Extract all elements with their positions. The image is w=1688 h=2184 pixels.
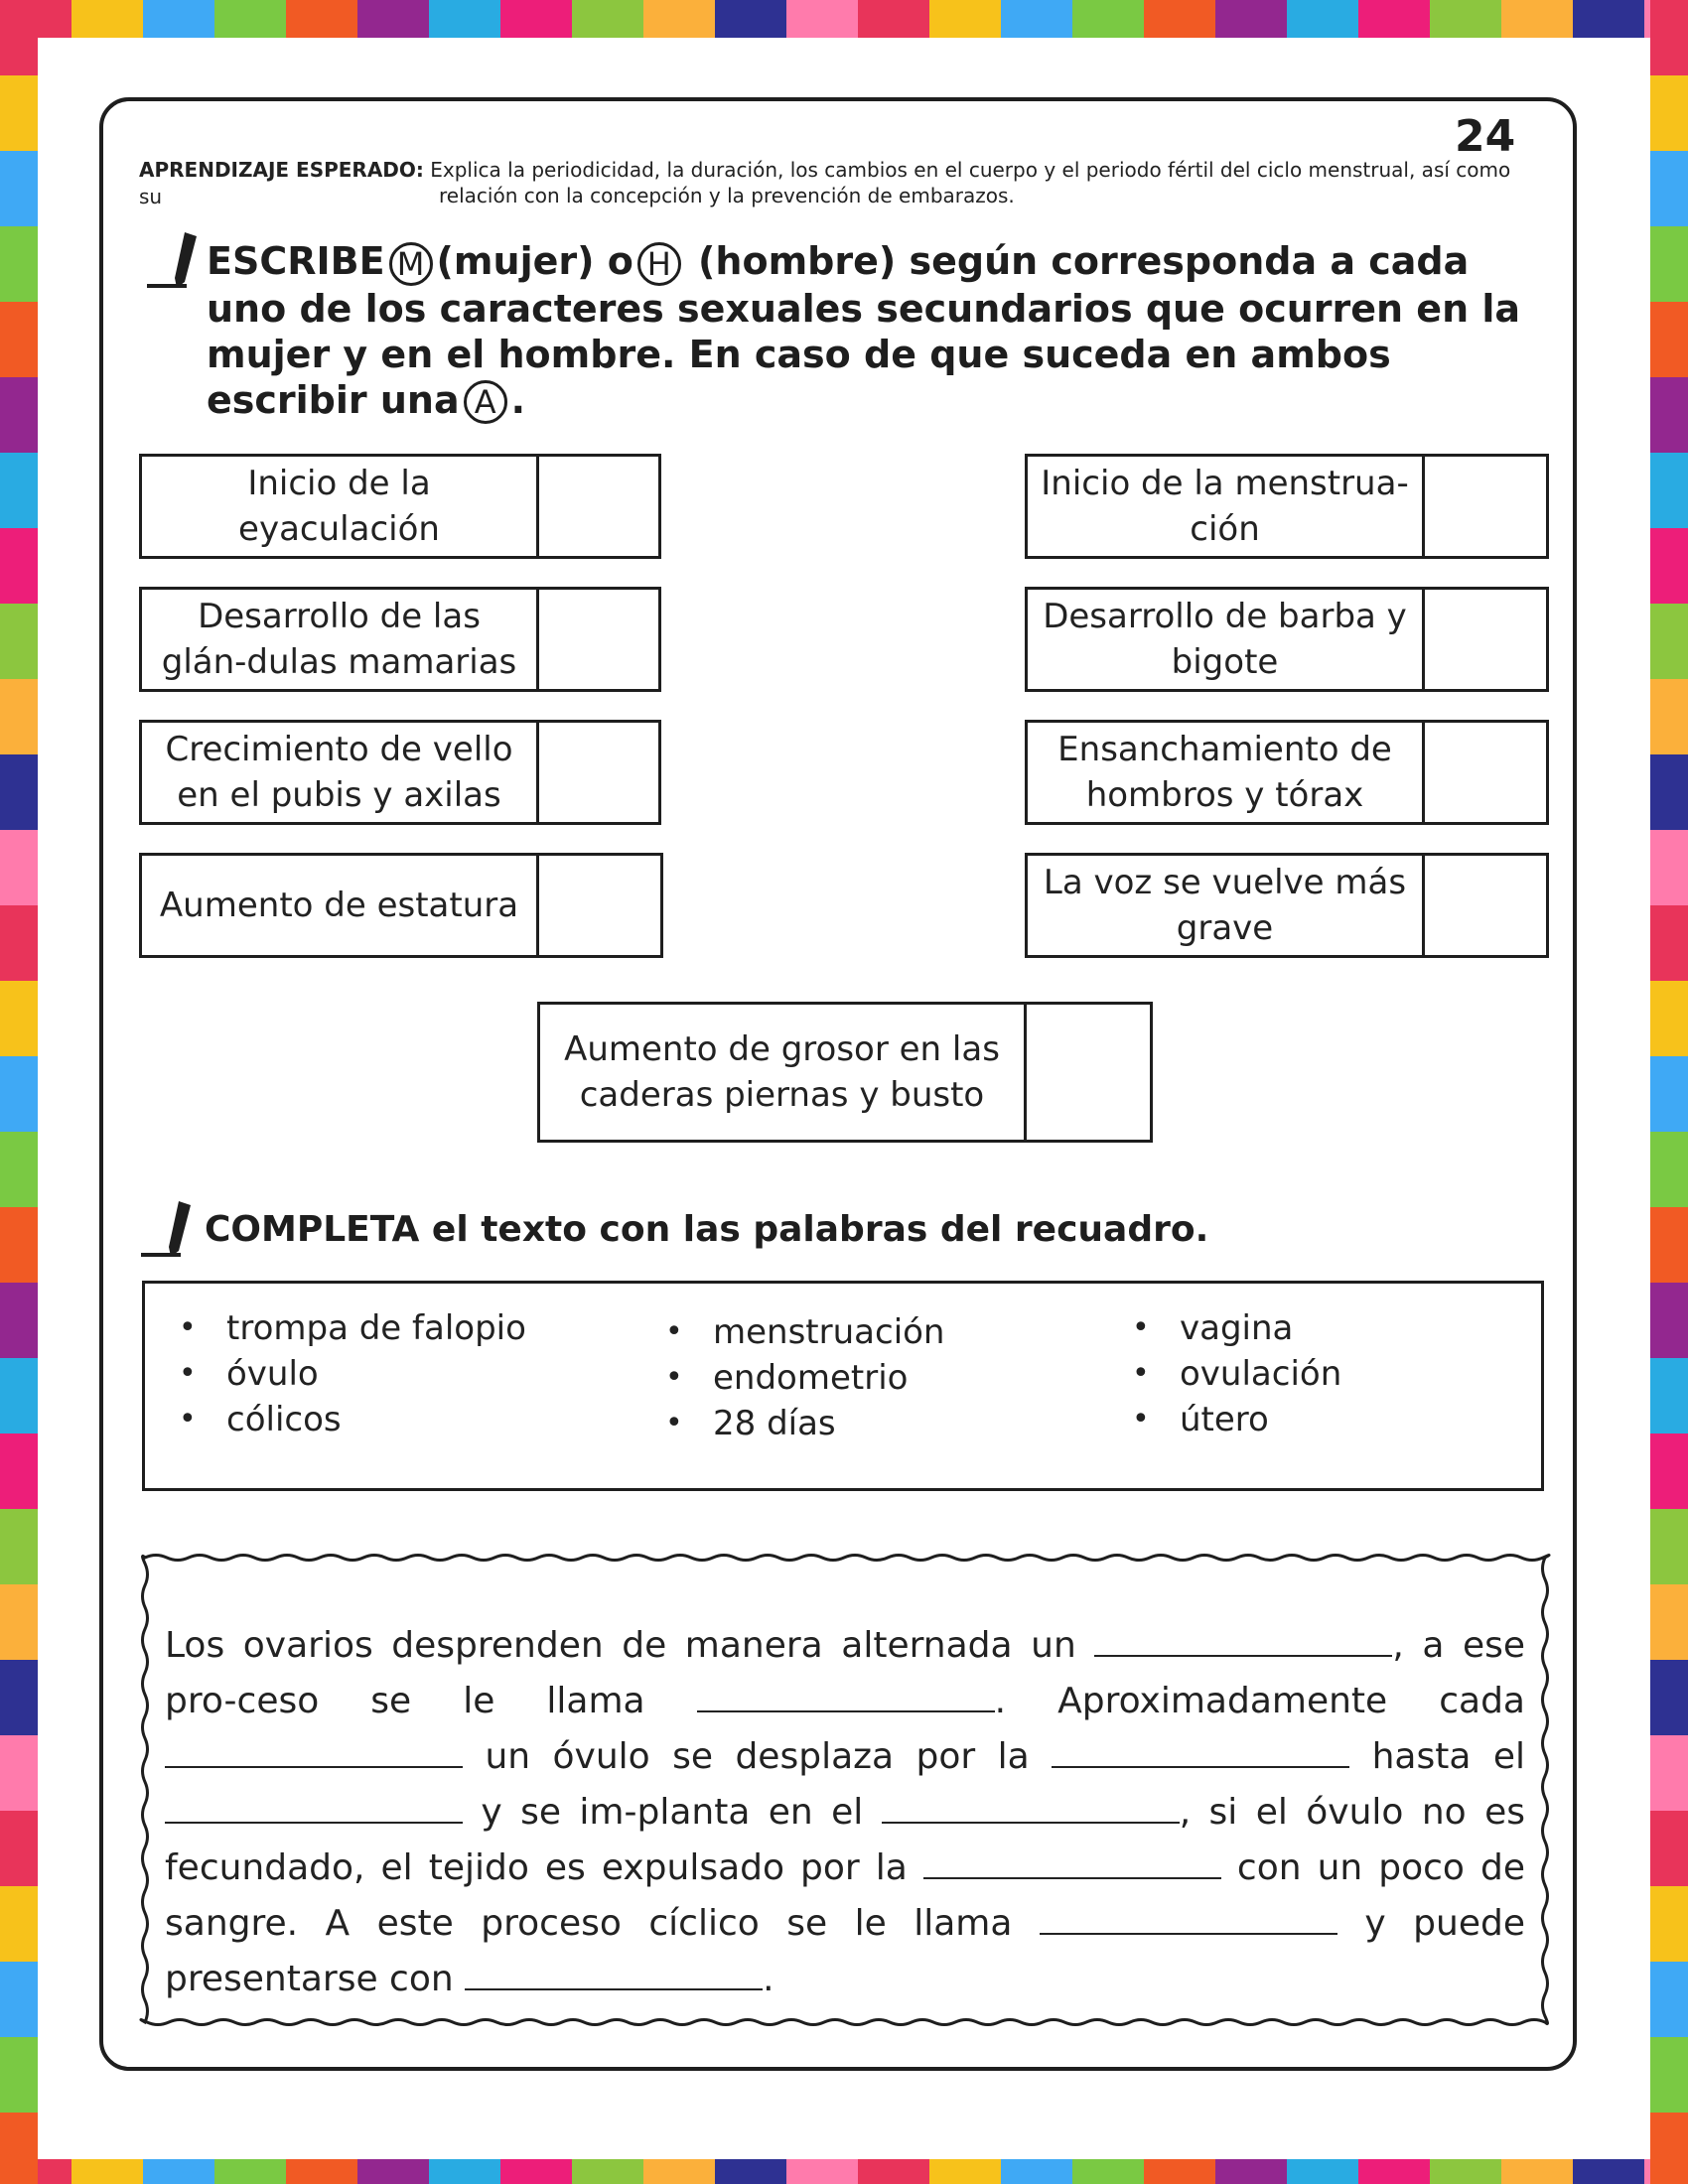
pencil-stripe-segment bbox=[1573, 0, 1644, 38]
pencil-stripe-segment bbox=[0, 1584, 38, 1660]
pencil-stripe-segment bbox=[0, 981, 38, 1056]
pencil-stripe-segment bbox=[1650, 528, 1688, 604]
answer-box[interactable] bbox=[1027, 1005, 1150, 1140]
pencil-stripe-segment bbox=[214, 0, 286, 38]
word-column bbox=[713, 1309, 944, 1446]
pencil-stripe-segment bbox=[858, 2159, 929, 2184]
pencil-stripe-segment bbox=[500, 2159, 572, 2184]
objective-label: APRENDIZAJE ESPERADO: bbox=[139, 158, 424, 182]
item-box bbox=[1025, 720, 1549, 825]
pencil-stripe-segment bbox=[1001, 0, 1072, 38]
passage-text: . Aproximadamente cada bbox=[994, 1681, 1525, 1721]
objective-text: Explica la periodicidad, la duración, los cambios en el cuerpo y el periodo fértil del ciclo menstrual, así como su bbox=[139, 158, 1511, 208]
pencil-stripe-segment bbox=[1287, 2159, 1358, 2184]
item-box bbox=[139, 454, 661, 559]
pencil-stripe-segment bbox=[1650, 0, 1688, 75]
pencil-stripe-segment bbox=[1287, 0, 1358, 38]
answer-box[interactable] bbox=[539, 457, 658, 556]
objective-text-line2: relación con la concepción y la prevención de embarazos. bbox=[439, 184, 1015, 207]
item-label: Aumento de estatura bbox=[142, 856, 539, 955]
pencil-stripe-segment bbox=[0, 905, 38, 981]
item-label: Crecimiento de vello en el pubis y axilas bbox=[142, 723, 539, 822]
pencil-stripe-segment bbox=[1650, 1735, 1688, 1811]
blank-line[interactable] bbox=[1040, 1903, 1337, 1935]
item-label: La voz se vuelve más grave bbox=[1028, 856, 1425, 955]
word-item: • endometrio bbox=[713, 1355, 944, 1401]
pencil-stripe-segment bbox=[429, 0, 500, 38]
passage-text: y puede presentarse con bbox=[165, 1903, 1525, 1999]
answer-box[interactable] bbox=[1425, 856, 1546, 955]
pencil-stripe-segment bbox=[858, 0, 929, 38]
answer-box[interactable] bbox=[1425, 723, 1546, 822]
word-item: • vagina bbox=[1180, 1305, 1341, 1351]
pencil-stripe-segment bbox=[1430, 0, 1501, 38]
pencil-stripe-segment bbox=[572, 2159, 643, 2184]
pencil-stripe-segment bbox=[0, 1811, 38, 1886]
pencil-stripe-segment bbox=[0, 226, 38, 302]
pencil-stripe-segment bbox=[1650, 981, 1688, 1056]
word-item: • cólicos bbox=[226, 1397, 526, 1442]
pencil-stripe-segment bbox=[1358, 0, 1430, 38]
pencil-stripe-segment bbox=[0, 1886, 38, 1962]
pencil-stripe-segment bbox=[500, 0, 572, 38]
passage-text: un óvulo se desplaza por la bbox=[485, 1736, 1030, 1777]
passage-text: con un poco de sangre. A este proceso cíclico se le llama bbox=[165, 1847, 1525, 1944]
blank-line[interactable] bbox=[165, 1792, 463, 1824]
circle-h: H bbox=[637, 242, 681, 286]
word-bank bbox=[142, 1281, 1544, 1491]
instruction-write bbox=[207, 238, 1527, 424]
pencil-stripe-segment bbox=[929, 0, 1001, 38]
pencil-stripe-segment bbox=[1001, 2159, 1072, 2184]
pencil-stripe-segment bbox=[0, 679, 38, 754]
right-pencil-border bbox=[1650, 0, 1688, 2184]
circle-a: A bbox=[464, 380, 507, 424]
item-box bbox=[1025, 587, 1549, 692]
pencil-stripe-segment bbox=[1650, 226, 1688, 302]
word-column bbox=[1180, 1305, 1341, 1442]
passage-text: Los ovarios desprenden de manera alternada un bbox=[165, 1625, 1076, 1666]
pencil-stripe-segment bbox=[71, 0, 143, 38]
pencil-stripe-segment bbox=[143, 0, 214, 38]
instruction-part: el texto con las palabras del recuadro. bbox=[419, 1209, 1209, 1250]
pencil-stripe-segment bbox=[0, 0, 38, 75]
blank-line[interactable] bbox=[882, 1792, 1180, 1824]
instruction-part: (hombre) según corresponda a cada uno de los caracteres sexuales secundarios que ocurren en la mujer y en el hombre. En caso de que suceda en ambos escribir una bbox=[207, 239, 1521, 422]
pencil-stripe-segment bbox=[929, 2159, 1001, 2184]
pencil-stripe-segment bbox=[643, 0, 715, 38]
instruction-part: (mujer) o bbox=[436, 239, 633, 283]
pencil-stripe-segment bbox=[143, 2159, 214, 2184]
circle-m: M bbox=[389, 242, 433, 286]
pencil-stripe-segment bbox=[1650, 1962, 1688, 2037]
pencil-stripe-segment bbox=[0, 1433, 38, 1509]
blank-line[interactable] bbox=[697, 1681, 995, 1712]
pencil-stripe-segment bbox=[1650, 1811, 1688, 1886]
pencil-stripe-segment bbox=[0, 1207, 38, 1283]
pencil-stripe-segment bbox=[715, 2159, 786, 2184]
pencil-stripe-segment bbox=[1650, 1207, 1688, 1283]
pencil-stripe-segment bbox=[1215, 0, 1287, 38]
pencil-stripe-segment bbox=[0, 2037, 38, 2113]
pencil-stripe-segment bbox=[429, 2159, 500, 2184]
pencil-stripe-segment bbox=[357, 2159, 429, 2184]
pencil-stripe-segment bbox=[1650, 604, 1688, 679]
pencil-stripe-segment bbox=[1650, 1584, 1688, 1660]
pencil-stripe-segment bbox=[0, 604, 38, 679]
pencil-stripe-segment bbox=[1650, 75, 1688, 151]
pencil-stripe-segment bbox=[0, 754, 38, 830]
item-label: Desarrollo de las glán-dulas mamarias bbox=[142, 590, 539, 689]
pencil-stripe-segment bbox=[786, 2159, 858, 2184]
answer-box[interactable] bbox=[1425, 457, 1546, 556]
pencil-stripe-segment bbox=[0, 151, 38, 226]
blank-line[interactable] bbox=[465, 1959, 763, 1990]
pencil-stripe-segment bbox=[1650, 2113, 1688, 2184]
passage-text: , si el óvulo no es fecundado, el tejido es expulsado por la bbox=[165, 1792, 1525, 1888]
pencil-stripe-segment bbox=[643, 2159, 715, 2184]
pencil-stripe-segment bbox=[1650, 1132, 1688, 1207]
pencil-stripe-segment bbox=[786, 0, 858, 38]
word-item: • útero bbox=[1180, 1397, 1341, 1442]
item-label: Inicio de la eyaculación bbox=[142, 457, 539, 556]
passage-text: , a ese pro-ceso se le llama bbox=[165, 1625, 1525, 1721]
pencil-stripe-segment bbox=[1650, 1433, 1688, 1509]
word-item: • ovulación bbox=[1180, 1351, 1341, 1397]
pencil-stripe-segment bbox=[1650, 2037, 1688, 2113]
pencil-stripe-segment bbox=[1650, 905, 1688, 981]
pencil-stripe-segment bbox=[71, 2159, 143, 2184]
left-pencil-border bbox=[0, 0, 38, 2184]
page-number: 24 bbox=[1455, 111, 1516, 162]
pencil-stripe-segment bbox=[1650, 453, 1688, 528]
fill-in-passage bbox=[165, 1618, 1525, 2007]
pencil-stripe-segment bbox=[0, 528, 38, 604]
blank-line[interactable] bbox=[165, 1736, 463, 1768]
passage-text: . bbox=[763, 1959, 774, 1999]
pencil-stripe-segment bbox=[286, 0, 357, 38]
pencil-stripe-segment bbox=[1650, 1660, 1688, 1735]
pencil-stripe-segment bbox=[0, 1056, 38, 1132]
word-item: • menstruación bbox=[713, 1309, 944, 1355]
pencil-stripe-segment bbox=[0, 377, 38, 453]
pencil-stripe-segment bbox=[1650, 830, 1688, 905]
pencil-stripe-segment bbox=[0, 1283, 38, 1358]
word-column bbox=[226, 1305, 526, 1442]
pencil-stripe-segment bbox=[1650, 1056, 1688, 1132]
pencil-stripe-segment bbox=[1650, 1283, 1688, 1358]
top-pencil-border bbox=[0, 0, 1688, 38]
pencil-stripe-segment bbox=[1501, 0, 1573, 38]
pencil-stripe-segment bbox=[1650, 151, 1688, 226]
bottom-pencil-border bbox=[0, 2159, 1688, 2184]
pencil-stripe-segment bbox=[0, 1962, 38, 2037]
pencil-stripe-segment bbox=[1573, 2159, 1644, 2184]
instruction-keyword: COMPLETA bbox=[205, 1209, 420, 1250]
pencil-stripe-segment bbox=[1650, 754, 1688, 830]
pencil-stripe-segment bbox=[1650, 1358, 1688, 1433]
passage-text: hasta el bbox=[1371, 1736, 1525, 1777]
pencil-stripe-segment bbox=[1501, 2159, 1573, 2184]
instruction-keyword: ESCRIBE bbox=[207, 239, 385, 283]
pencil-stripe-segment bbox=[0, 1358, 38, 1433]
item-box bbox=[139, 587, 661, 692]
pencil-stripe-segment bbox=[0, 1509, 38, 1584]
pencil-stripe-segment bbox=[286, 2159, 357, 2184]
word-item: • 28 días bbox=[713, 1401, 944, 1446]
pencil-stripe-segment bbox=[1650, 1886, 1688, 1962]
pencil-stripe-segment bbox=[1650, 679, 1688, 754]
pencil-icon bbox=[139, 1197, 199, 1267]
item-label: Inicio de la menstrua-ción bbox=[1028, 457, 1425, 556]
pencil-stripe-segment bbox=[0, 2113, 38, 2184]
word-item: • trompa de falopio bbox=[226, 1305, 526, 1351]
item-box bbox=[1025, 454, 1549, 559]
pencil-stripe-segment bbox=[0, 1660, 38, 1735]
pencil-stripe-segment bbox=[1144, 2159, 1215, 2184]
pencil-stripe-segment bbox=[1215, 2159, 1287, 2184]
pencil-icon bbox=[145, 228, 205, 298]
pencil-stripe-segment bbox=[1430, 2159, 1501, 2184]
pencil-stripe-segment bbox=[572, 0, 643, 38]
item-label: Desarrollo de barba y bigote bbox=[1028, 590, 1425, 689]
passage-text: y se im-planta en el bbox=[481, 1792, 864, 1833]
pencil-stripe-segment bbox=[1072, 0, 1144, 38]
pencil-stripe-segment bbox=[715, 0, 786, 38]
item-label: Aumento de grosor en las caderas piernas y busto bbox=[540, 1005, 1027, 1140]
word-item: • óvulo bbox=[226, 1351, 526, 1397]
instruction-complete bbox=[205, 1209, 1208, 1250]
item-box bbox=[139, 720, 661, 825]
pencil-stripe-segment bbox=[357, 0, 429, 38]
pencil-stripe-segment bbox=[1650, 1509, 1688, 1584]
answer-box[interactable] bbox=[1425, 590, 1546, 689]
blank-line[interactable] bbox=[1052, 1736, 1349, 1768]
blank-line[interactable] bbox=[923, 1847, 1221, 1879]
pencil-stripe-segment bbox=[0, 453, 38, 528]
pencil-stripe-segment bbox=[1358, 2159, 1430, 2184]
pencil-stripe-segment bbox=[1144, 0, 1215, 38]
pencil-stripe-segment bbox=[1072, 2159, 1144, 2184]
item-box bbox=[139, 853, 663, 958]
pencil-stripe-segment bbox=[0, 1132, 38, 1207]
pencil-stripe-segment bbox=[0, 830, 38, 905]
pencil-stripe-segment bbox=[1650, 302, 1688, 377]
blank-line[interactable] bbox=[1094, 1625, 1392, 1657]
answer-box[interactable] bbox=[539, 856, 660, 955]
answer-box[interactable] bbox=[539, 590, 658, 689]
pencil-stripe-segment bbox=[0, 1735, 38, 1811]
pencil-stripe-segment bbox=[1650, 377, 1688, 453]
item-label: Ensanchamiento de hombros y tórax bbox=[1028, 723, 1425, 822]
item-box bbox=[537, 1002, 1153, 1143]
answer-box[interactable] bbox=[539, 723, 658, 822]
item-box bbox=[1025, 853, 1549, 958]
pencil-stripe-segment bbox=[0, 302, 38, 377]
pencil-stripe-segment bbox=[0, 75, 38, 151]
pencil-stripe-segment bbox=[214, 2159, 286, 2184]
instruction-part: . bbox=[510, 377, 526, 422]
